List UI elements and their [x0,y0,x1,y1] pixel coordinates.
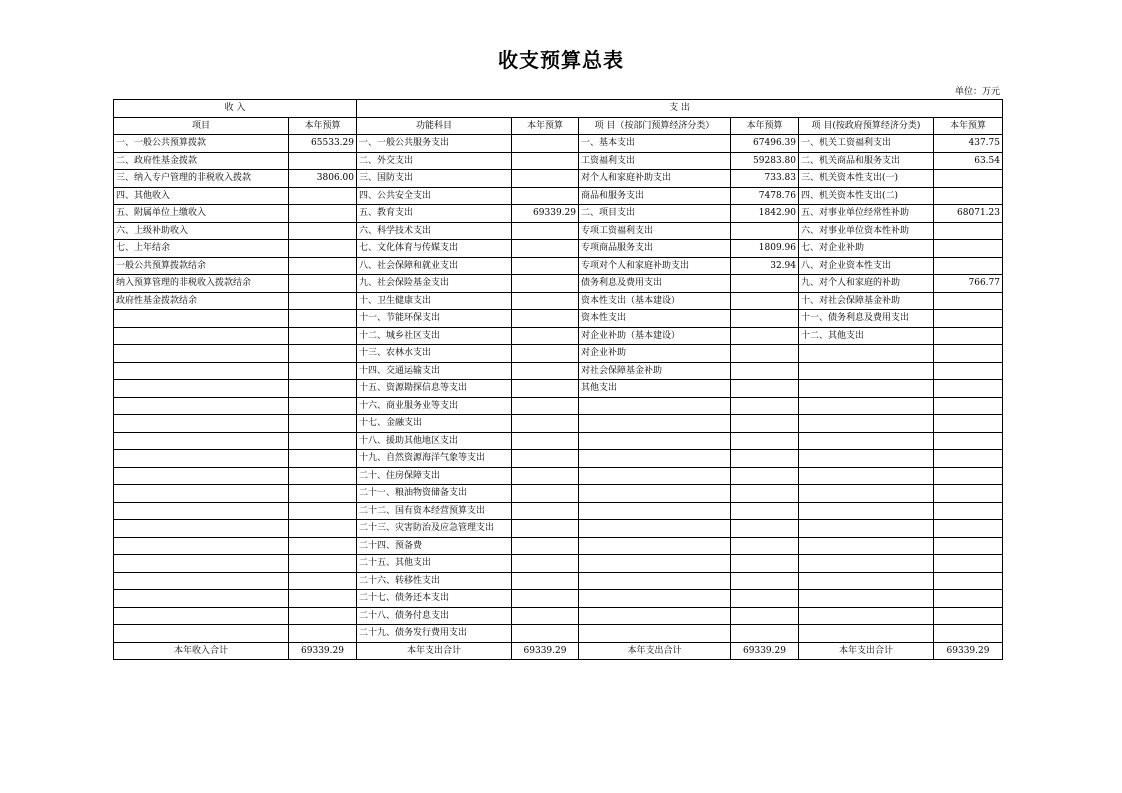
function-budget [512,380,579,398]
table-row [114,327,1003,345]
income-budget: 3806.00 [289,170,357,188]
income-budget [289,222,357,240]
function-budget [512,555,579,573]
function-item: 二十七、债务还本支出 [357,590,512,608]
function-budget [512,625,579,643]
header-gov-econ-budget: 本年预算 [934,117,1003,135]
gov-econ-budget [934,485,1003,503]
function-item: 十八、援助其他地区支出 [357,432,512,450]
income-item: 一、一般公共预算拨款 [114,135,289,153]
table-row [114,362,1003,380]
gov-econ-budget [934,327,1003,345]
dept-econ-item: 其他支出 [579,380,731,398]
income-budget [289,415,357,433]
function-item: 十四、交通运输支出 [357,362,512,380]
table-row [114,187,1003,205]
gov-econ-budget [934,170,1003,188]
function-budget [512,310,579,328]
gov-econ-item: 十二、其他支出 [799,327,934,345]
gov-econ-budget [934,625,1003,643]
function-item: 二十八、债务付息支出 [357,607,512,625]
income-item [114,327,289,345]
function-budget [512,520,579,538]
income-item [114,607,289,625]
function-item: 二十六、转移性支出 [357,572,512,590]
gov-econ-budget [934,310,1003,328]
dept-econ-item [579,555,731,573]
table-row [114,170,1003,188]
gov-econ-item: 七、对企业补助 [799,240,934,258]
gov-econ-item: 八、对企业资本性支出 [799,257,934,275]
table-row [114,555,1003,573]
income-budget [289,292,357,310]
income-budget [289,240,357,258]
dept-econ-budget [731,467,799,485]
function-budget [512,257,579,275]
income-item [114,537,289,555]
gov-econ-item: 十、对社会保障基金补助 [799,292,934,310]
function-budget [512,537,579,555]
table-row [114,240,1003,258]
dept-econ-budget [731,450,799,468]
income-budget [289,362,357,380]
table-row [114,537,1003,555]
dept-econ-budget [731,222,799,240]
function-item: 十九、自然资源海洋气象等支出 [357,450,512,468]
dept-econ-item [579,432,731,450]
table-row [114,520,1003,538]
income-item: 一般公共预算拨款结余 [114,257,289,275]
gov-econ-budget [934,240,1003,258]
header-function-budget: 本年预算 [512,117,579,135]
income-item [114,555,289,573]
function-budget [512,275,579,293]
dept-econ-item [579,450,731,468]
dept-econ-item: 专项对个人和家庭补助支出 [579,257,731,275]
header-function-item: 功能科目 [357,117,512,135]
gov-econ-budget [934,397,1003,415]
table-row [114,310,1003,328]
income-budget [289,257,357,275]
dept-econ-item: 一、基本支出 [579,135,731,153]
function-item: 二十三、灾害防治及应急管理支出 [357,520,512,538]
dept-econ-item: 对社会保障基金补助 [579,362,731,380]
function-budget [512,222,579,240]
gov-econ-budget [934,572,1003,590]
function-budget [512,362,579,380]
dept-econ-budget: 7478.76 [731,187,799,205]
income-item: 纳入预算管理的非税收入拨款结余 [114,275,289,293]
gov-econ-item: 二、机关商品和服务支出 [799,152,934,170]
column-header-row [114,117,1003,135]
income-budget [289,187,357,205]
function-item: 四、公共安全支出 [357,187,512,205]
total-value: 69339.29 [731,642,799,660]
dept-econ-budget: 59283.80 [731,152,799,170]
gov-econ-item [799,625,934,643]
income-budget [289,590,357,608]
function-budget [512,170,579,188]
gov-econ-budget [934,257,1003,275]
table-row [114,397,1003,415]
income-item [114,450,289,468]
function-budget [512,590,579,608]
dept-econ-item: 对企业补助（基本建设） [579,327,731,345]
income-budget [289,607,357,625]
gov-econ-item [799,502,934,520]
dept-econ-item [579,520,731,538]
income-item: 七、上年结余 [114,240,289,258]
gov-econ-item [799,380,934,398]
table-row [114,572,1003,590]
function-item: 二十九、债务发行费用支出 [357,625,512,643]
function-budget [512,415,579,433]
table-row [114,590,1003,608]
income-item [114,502,289,520]
section-header-row [114,100,1003,118]
function-item: 二、外交支出 [357,152,512,170]
dept-econ-item [579,502,731,520]
dept-econ-budget [731,362,799,380]
income-item [114,415,289,433]
table-row [114,625,1003,643]
gov-econ-item [799,537,934,555]
income-budget [289,310,357,328]
function-item: 十五、资源勘探信息等支出 [357,380,512,398]
dept-econ-item [579,590,731,608]
gov-econ-item: 五、对事业单位经常性补助 [799,205,934,223]
table-row [114,467,1003,485]
table-row [114,345,1003,363]
gov-econ-item [799,520,934,538]
header-dept-econ-budget: 本年预算 [731,117,799,135]
income-budget [289,467,357,485]
gov-econ-item [799,467,934,485]
dept-econ-budget [731,590,799,608]
income-budget [289,572,357,590]
income-item [114,397,289,415]
table-row [114,607,1003,625]
income-budget [289,152,357,170]
function-item: 八、社会保障和就业支出 [357,257,512,275]
gov-econ-budget: 63.54 [934,152,1003,170]
function-budget [512,152,579,170]
income-item: 五、附属单位上缴收入 [114,205,289,223]
dept-econ-item [579,572,731,590]
gov-econ-budget [934,607,1003,625]
income-item [114,625,289,643]
function-item: 十一、节能环保支出 [357,310,512,328]
function-item: 十三、农林水支出 [357,345,512,363]
dept-econ-budget [731,397,799,415]
dept-econ-item: 资本性支出 [579,310,731,328]
function-item: 十六、商业服务业等支出 [357,397,512,415]
gov-econ-budget [934,345,1003,363]
dept-econ-budget [731,327,799,345]
gov-econ-item: 四、机关资本性支出(二) [799,187,934,205]
table-row [114,502,1003,520]
totals-row [114,642,1003,660]
table-row [114,432,1003,450]
gov-econ-item [799,555,934,573]
income-item: 四、其他收入 [114,187,289,205]
table-row [114,135,1003,153]
function-budget [512,135,579,153]
dept-econ-budget [731,345,799,363]
gov-econ-budget [934,380,1003,398]
table-row [114,415,1003,433]
income-budget [289,502,357,520]
function-budget [512,187,579,205]
income-item [114,432,289,450]
income-item [114,485,289,503]
income-item [114,380,289,398]
function-item: 二十四、预备费 [357,537,512,555]
dept-econ-budget [731,555,799,573]
dept-econ-item: 对个人和家庭补助支出 [579,170,731,188]
gov-econ-budget [934,222,1003,240]
income-item: 二、政府性基金拨款 [114,152,289,170]
gov-econ-item: 六、对事业单位资本性补助 [799,222,934,240]
total-value: 69339.29 [934,642,1003,660]
gov-econ-item [799,397,934,415]
gov-econ-budget [934,362,1003,380]
table-row [114,485,1003,503]
gov-econ-item: 九、对个人和家庭的补助 [799,275,934,293]
gov-econ-item: 三、机关资本性支出(一) [799,170,934,188]
dept-econ-budget [731,275,799,293]
gov-econ-budget [934,537,1003,555]
income-item [114,345,289,363]
total-value: 69339.29 [512,642,579,660]
function-item: 三、国防支出 [357,170,512,188]
income-budget [289,275,357,293]
dept-econ-budget [731,607,799,625]
dept-econ-budget [731,625,799,643]
dept-econ-budget [731,485,799,503]
gov-econ-budget [934,520,1003,538]
income-budget [289,485,357,503]
function-item: 五、教育支出 [357,205,512,223]
function-item: 九、社会保险基金支出 [357,275,512,293]
dept-econ-item: 二、项目支出 [579,205,731,223]
function-budget [512,572,579,590]
gov-econ-budget: 437.75 [934,135,1003,153]
dept-econ-item [579,467,731,485]
dept-econ-item [579,415,731,433]
gov-econ-item [799,362,934,380]
function-budget [512,327,579,345]
table-row [114,152,1003,170]
function-item: 二十二、国有资本经营预算支出 [357,502,512,520]
header-income-budget: 本年预算 [289,117,357,135]
income-item [114,590,289,608]
table-row [114,275,1003,293]
gov-econ-budget [934,292,1003,310]
function-item: 六、科学技术支出 [357,222,512,240]
dept-econ-budget [731,432,799,450]
dept-econ-item: 商品和服务支出 [579,187,731,205]
income-budget [289,380,357,398]
function-budget [512,240,579,258]
function-budget [512,345,579,363]
dept-econ-budget [731,380,799,398]
function-budget [512,607,579,625]
function-item: 一、一般公共服务支出 [357,135,512,153]
gov-econ-item [799,345,934,363]
function-item: 二十一、粮油物资储备支出 [357,485,512,503]
dept-econ-item: 资本性支出（基本建设） [579,292,731,310]
dept-econ-item [579,625,731,643]
function-item: 十、卫生健康支出 [357,292,512,310]
function-budget [512,292,579,310]
gov-econ-budget [934,555,1003,573]
income-budget [289,537,357,555]
income-item [114,467,289,485]
income-item [114,572,289,590]
gov-econ-item: 一、机关工资福利支出 [799,135,934,153]
gov-econ-item [799,485,934,503]
total-label: 本年支出合计 [357,642,512,660]
income-item [114,362,289,380]
expense-section-header: 支 出 [357,100,1003,118]
income-budget [289,555,357,573]
dept-econ-item: 债务利息及费用支出 [579,275,731,293]
dept-econ-item [579,537,731,555]
dept-econ-budget [731,537,799,555]
gov-econ-item [799,572,934,590]
income-budget [289,205,357,223]
header-dept-econ-item: 项 目（按部门预算经济分类） [579,117,731,135]
gov-econ-item [799,432,934,450]
gov-econ-budget: 68071.23 [934,205,1003,223]
gov-econ-budget [934,432,1003,450]
function-budget [512,450,579,468]
table-row [114,450,1003,468]
total-label: 本年支出合计 [799,642,934,660]
dept-econ-budget: 733.83 [731,170,799,188]
dept-econ-item: 工资福利支出 [579,152,731,170]
income-budget [289,520,357,538]
gov-econ-item [799,450,934,468]
unit-label: 单位：万元 [954,87,1000,97]
total-label: 本年支出合计 [579,642,731,660]
gov-econ-budget: 766.77 [934,275,1003,293]
income-item [114,310,289,328]
gov-econ-budget [934,187,1003,205]
total-label: 本年收入合计 [114,642,289,660]
gov-econ-budget [934,590,1003,608]
dept-econ-budget [731,572,799,590]
gov-econ-item: 十一、债务利息及费用支出 [799,310,934,328]
income-item [114,520,289,538]
dept-econ-budget [731,502,799,520]
budget-summary-table [113,99,1003,660]
function-budget: 69339.29 [512,205,579,223]
income-item: 六、上级补助收入 [114,222,289,240]
dept-econ-item: 专项商品服务支出 [579,240,731,258]
income-budget [289,432,357,450]
function-item: 二十、住房保障支出 [357,467,512,485]
dept-econ-item: 对企业补助 [579,345,731,363]
function-item: 二十五、其他支出 [357,555,512,573]
gov-econ-item [799,415,934,433]
dept-econ-budget [731,415,799,433]
dept-econ-item: 专项工资福利支出 [579,222,731,240]
income-section-header: 收 入 [114,100,357,118]
table-row [114,292,1003,310]
gov-econ-item [799,607,934,625]
table-row [114,257,1003,275]
dept-econ-budget [731,520,799,538]
total-value: 69339.29 [289,642,357,660]
gov-econ-budget [934,450,1003,468]
dept-econ-item [579,607,731,625]
income-budget [289,450,357,468]
dept-econ-budget: 1842.90 [731,205,799,223]
dept-econ-item [579,397,731,415]
table-row [114,222,1003,240]
header-income-item: 项目 [114,117,289,135]
function-budget [512,397,579,415]
table-row [114,205,1003,223]
function-budget [512,467,579,485]
page-title: 收支预算总表 [498,48,624,72]
gov-econ-item [799,590,934,608]
income-item: 政府性基金拨款结余 [114,292,289,310]
income-budget: 65533.29 [289,135,357,153]
gov-econ-budget [934,415,1003,433]
dept-econ-budget [731,310,799,328]
income-budget [289,327,357,345]
income-item: 三、纳入专户管理的非税收入拨款 [114,170,289,188]
function-budget [512,485,579,503]
income-budget [289,397,357,415]
dept-econ-budget: 1809.96 [731,240,799,258]
income-budget [289,345,357,363]
dept-econ-budget [731,292,799,310]
gov-econ-budget [934,502,1003,520]
function-item: 七、文化体育与传媒支出 [357,240,512,258]
dept-econ-item [579,485,731,503]
function-item: 十二、城乡社区支出 [357,327,512,345]
dept-econ-budget: 32.94 [731,257,799,275]
function-item: 十七、金融支出 [357,415,512,433]
gov-econ-budget [934,467,1003,485]
table-row [114,380,1003,398]
dept-econ-budget: 67496.39 [731,135,799,153]
income-budget [289,625,357,643]
header-gov-econ-item: 项 目(按政府预算经济分类) [799,117,934,135]
function-budget [512,432,579,450]
function-budget [512,502,579,520]
